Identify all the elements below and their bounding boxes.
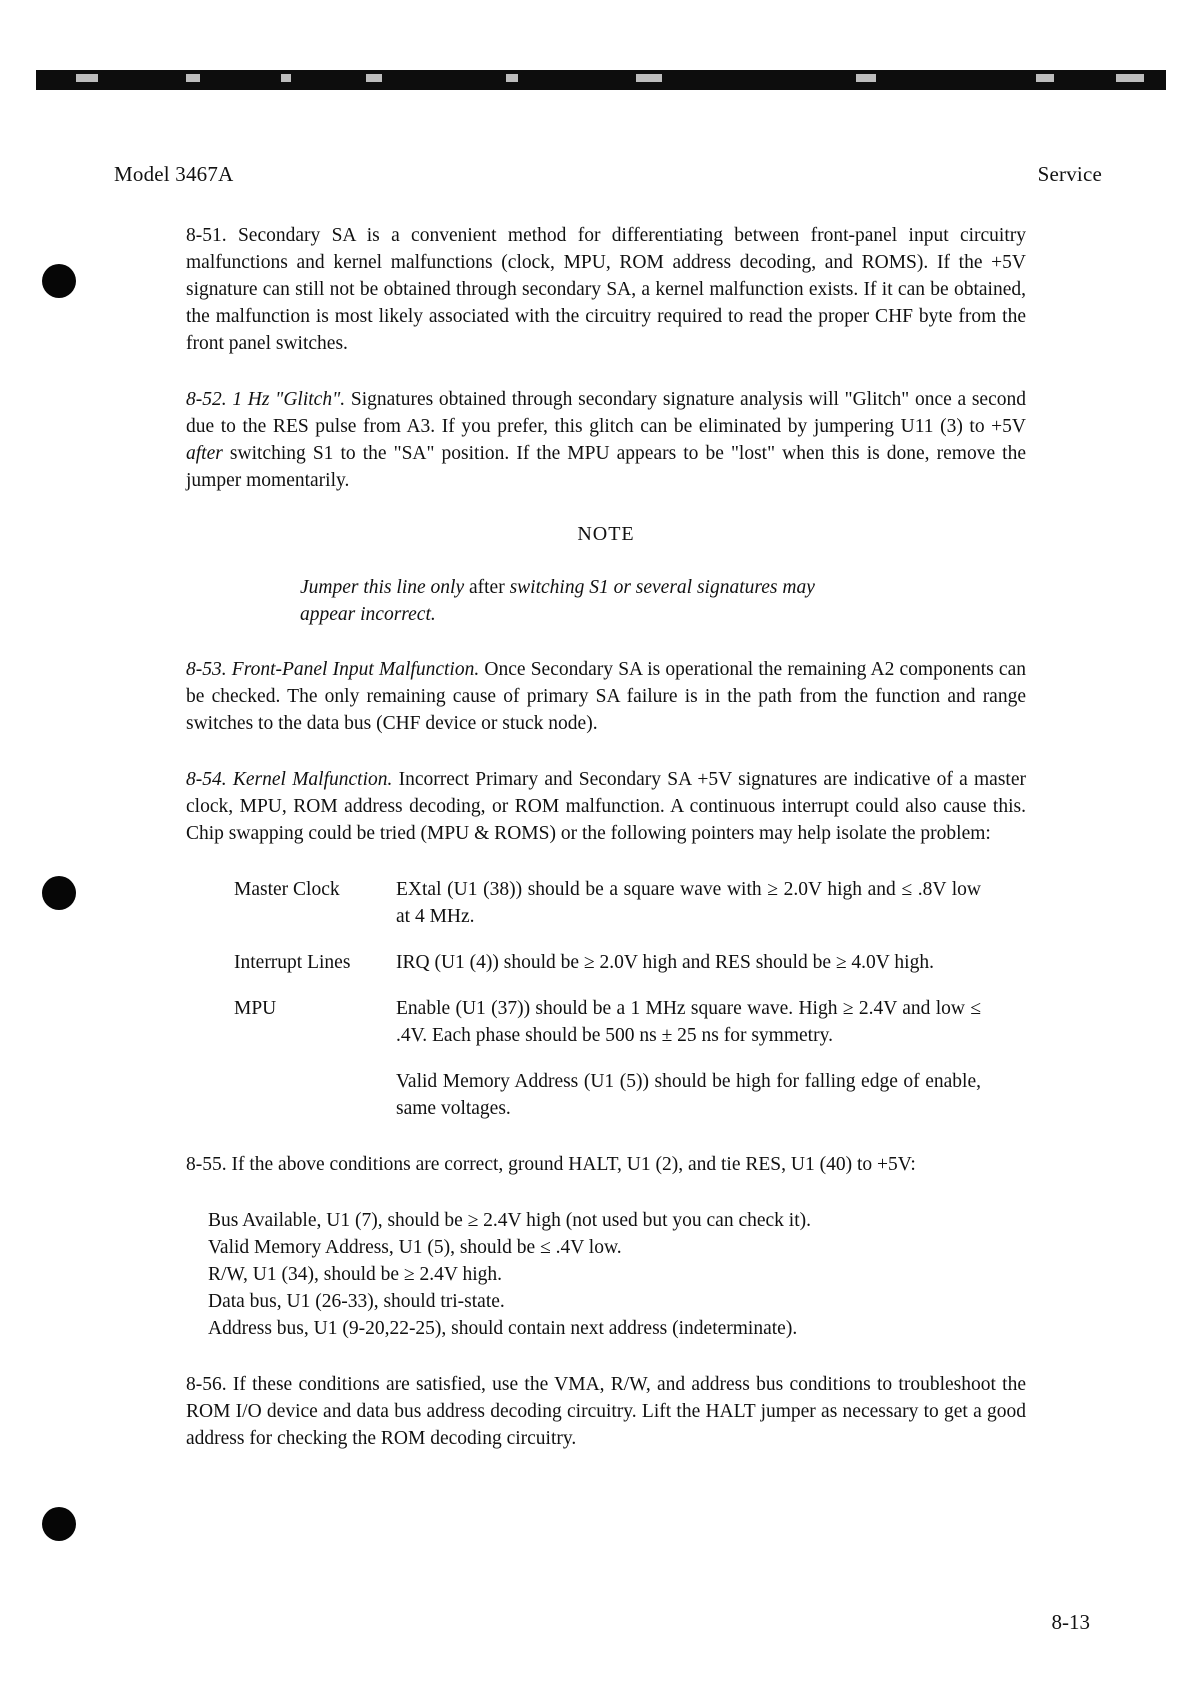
condition-term xyxy=(234,1068,396,1122)
check-item: Data bus, U1 (26-33), should tri-state. xyxy=(208,1291,505,1312)
condition-row xyxy=(234,1068,1026,1122)
note-emphasis: after xyxy=(468,577,505,598)
paragraph-text: Signatures obtained through secondary signature analysis will "Glitch" once a second due to the RES pulse from A3. If you prefer, this glitch can be eliminated by jumpering U11 (3) to +5V xyxy=(186,389,1026,437)
scan-artifact-band xyxy=(36,70,1166,90)
condition-term: MPU xyxy=(234,998,277,1019)
page-body xyxy=(186,222,1026,1481)
check-item: Valid Memory Address, U1 (5), should be ≤ .4V low. xyxy=(208,1237,622,1258)
binder-hole xyxy=(42,1507,76,1541)
paragraph-heading: 8-54. Kernel Malfunction. xyxy=(186,769,393,790)
note-text-part: switching S1 or several signatures may appear incorrect. xyxy=(300,577,815,625)
paragraph-8-53 xyxy=(186,656,1026,737)
check-item: R/W, U1 (34), should be ≥ 2.4V high. xyxy=(208,1264,502,1285)
check-item: Address bus, U1 (9-20,22-25), should contain next address (indeterminate). xyxy=(208,1318,798,1339)
paragraph-text: switching S1 to the "SA" position. If the MPU appears to be "lost" when this is done, remove the jumper momentarily. xyxy=(186,443,1026,491)
condition-term: Master Clock xyxy=(234,879,340,900)
paragraph-8-55: 8-55. If the above conditions are correct, ground HALT, U1 (2), and tie RES, U1 (40) to +5V: xyxy=(186,1154,916,1175)
note-heading: NOTE xyxy=(577,523,635,545)
paragraph-heading: 8-53. Front-Panel Input Malfunction. xyxy=(186,659,480,680)
condition-row xyxy=(234,949,1026,976)
paragraph-8-56: 8-56. If these conditions are satisfied, use the VMA, R/W, and address bus conditions to troubleshoot the ROM I/O device and data bus address decoding circuitry. Lift the HALT jumper as necessary to get a good address for checking the ROM decoding circuitry. xyxy=(186,1374,1026,1449)
page-number: 8-13 xyxy=(1051,1610,1090,1634)
note-text-part: Jumper this line only xyxy=(300,577,469,598)
paragraph-heading: 8-52. 1 Hz "Glitch". xyxy=(186,389,346,410)
paragraph-8-51: 8-51. Secondary SA is a convenient method for differentiating between front-panel input circuitry malfunctions and kernel malfunctions (clock, MPU, ROM address decoding, and ROMS). If the +5V signature can still not be obtained through secondary SA, a kernel malfunction exists. If it can be obtained, the malfunction is most likely associated with the circuitry required to read the proper CHF byte from the front panel switches. xyxy=(186,225,1026,354)
condition-row xyxy=(234,995,1026,1049)
paragraph-text: Incorrect Primary and Secondary SA +5V signatures are indicative of a master clock, MPU, ROM address decoding, or ROM malfunction. A continuous interrupt could also cause this. Chip swapping could be tried (MPU & ROMS) or the following pointers may help isolate the problem: xyxy=(186,769,1026,844)
header-section: Service xyxy=(1037,162,1102,186)
emphasis: after xyxy=(186,443,223,464)
note-text xyxy=(186,574,840,628)
condition-desc: IRQ (U1 (4)) should be ≥ 2.0V high and RES should be ≥ 4.0V high. xyxy=(396,952,934,973)
paragraph-8-54 xyxy=(186,766,1026,847)
check-item: Bus Available, U1 (7), should be ≥ 2.4V high (not used but you can check it). xyxy=(208,1210,812,1231)
condition-desc: Enable (U1 (37)) should be a 1 MHz square wave. High ≥ 2.4V and low ≤ .4V. Each phase should be 500 ns ± 25 ns for symmetry. xyxy=(396,998,981,1046)
binder-hole xyxy=(42,264,76,298)
condition-row xyxy=(234,876,1026,930)
header-model: Model 3467A xyxy=(114,162,234,186)
binder-hole xyxy=(42,876,76,910)
condition-desc: Valid Memory Address (U1 (5)) should be high for falling edge of enable, same voltages. xyxy=(396,1071,981,1119)
condition-term: Interrupt Lines xyxy=(234,952,351,973)
check-list xyxy=(208,1207,1026,1342)
paragraph-text: Once Secondary SA is operational the remaining A2 components can be checked. The only remaining cause of primary SA failure is in the path from the function and range switches to the data bus (CHF device or stuck node). xyxy=(186,659,1026,734)
paragraph-8-52 xyxy=(186,386,1026,494)
condition-desc: EXtal (U1 (38)) should be a square wave with ≥ 2.0V high and ≤ .8V low at 4 MHz. xyxy=(396,879,981,927)
